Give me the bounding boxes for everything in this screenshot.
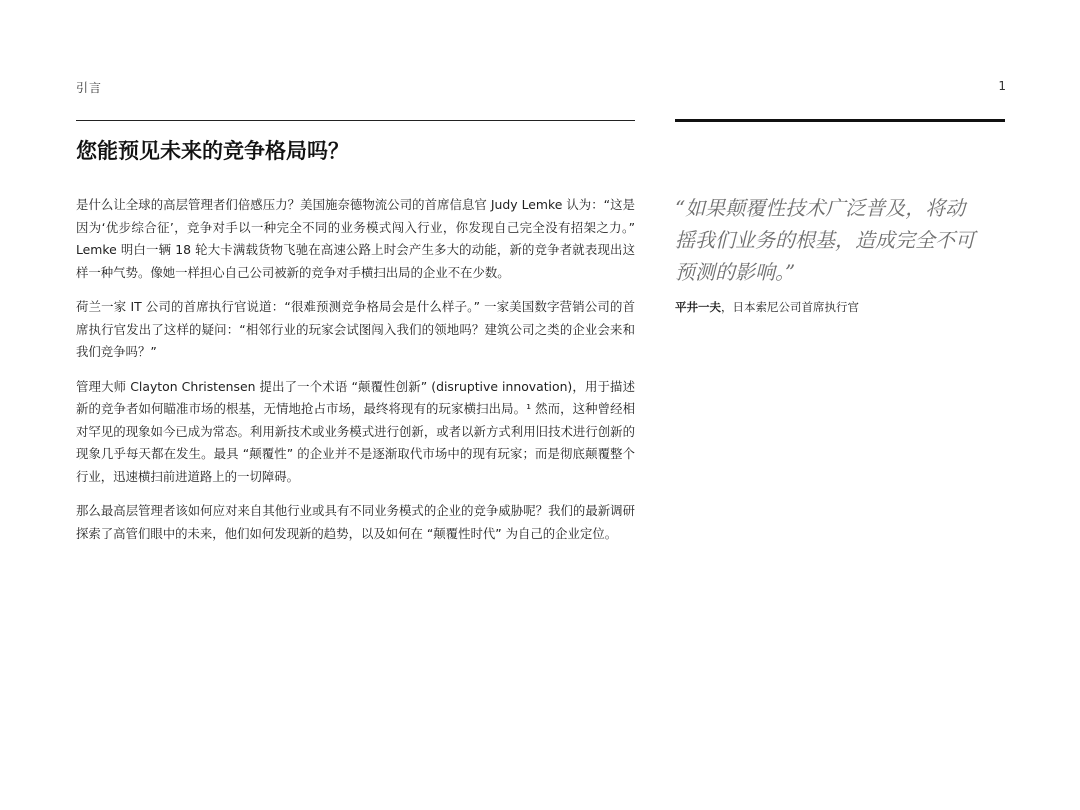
- page-title: 您能预见未来的竞争格局吗？: [76, 139, 349, 163]
- page-number: 1: [998, 79, 1006, 93]
- attribution-title: ，日本索尼公司首席执行官: [721, 300, 859, 314]
- attribution-name: 平井一夫: [675, 300, 721, 314]
- pull-quote: “如果颠覆性技术广泛普及，将动摇我们业务的根基，造成完全不可预测的影响。”: [675, 196, 975, 284]
- body-paragraph: 那么最高层管理者该如何应对来自其他行业或具有不同业务模式的企业的竞争威胁呢？我们的最新调研探索了高管们眼中的未来，他们如何发现新的趋势，以及如何在 “颠覆性时代” 为自己的企业定位。: [76, 503, 635, 541]
- quote-attribution: [675, 298, 1005, 316]
- sidebar-divider: [675, 119, 1005, 122]
- body-text: [76, 194, 635, 557]
- body-paragraph: 荷兰一家 IT 公司的首席执行官说道：“很难预测竞争格局会是什么样子。” 一家美国数字营销公司的首席执行官发出了这样的疑问：“相邻行业的玩家会试图闯入我们的领地吗？建筑公司之类的企业会来和我们竞争吗？”: [76, 299, 635, 359]
- section-label: 引言: [76, 81, 103, 95]
- body-paragraph: 管理大师 Clayton Christensen 提出了一个术语 “颠覆性创新” (disruptive innovation)，用于描述新的竞争者如何瞄准市场的根基，无情地抢占市场，最终将现有的玩家横扫出局。¹ 然而，这种曾经相对罕见的现象如今已成为常态。利用新技术或业务模式进行创新，或者以新方式利用旧技术进行创新的现象几乎每天都在发生。最具 “颠覆性” 的企业并不是逐渐取代市场中的现有玩家；而是彻底颠覆整个行业，迅速横扫前进道路上的一切障碍。: [76, 378, 635, 484]
- body-paragraph: 是什么让全球的高层管理者们倍感压力？美国施奈德物流公司的首席信息官 Judy Lemke 认为：“这是因为‘优步综合征’，竞争对手以一种完全不同的业务模式闯入行业，你发现自己完全没有招架之力。” Lemke 明白一辆 18 轮大卡满载货物飞驰在高速公路上时会产生多大的动能，新的竞争者就表现出这样一种气势。像她一样担心自己公司被新的竞争对手横扫出局的企业不在少数。: [76, 197, 635, 280]
- main-divider: [76, 120, 635, 121]
